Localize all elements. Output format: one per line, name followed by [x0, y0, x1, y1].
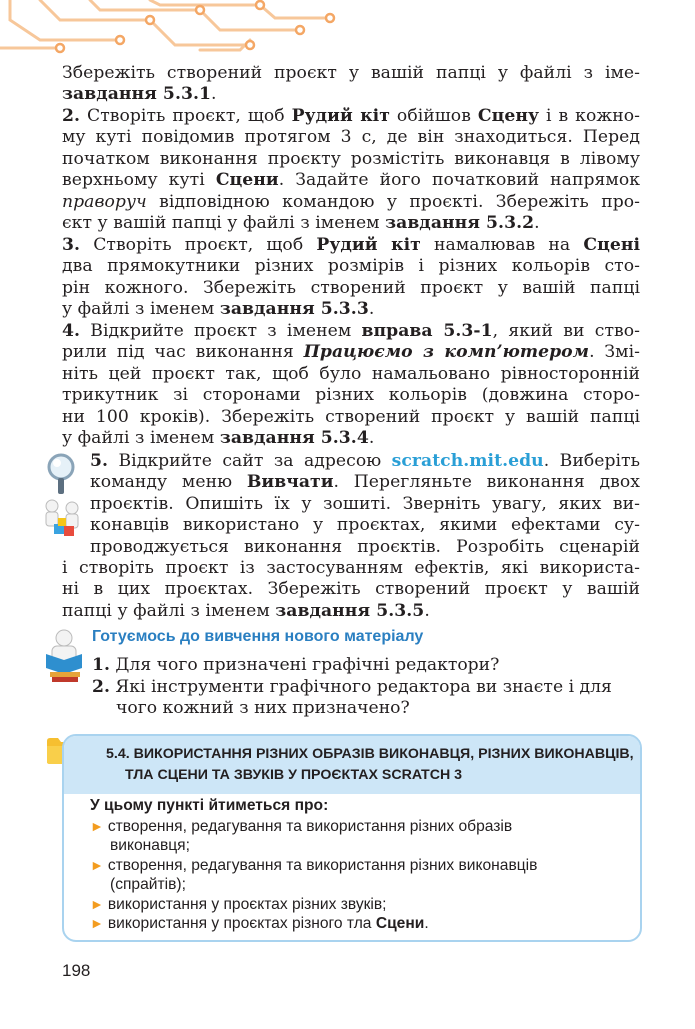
intro-paragraph: Збережіть створений проєкт у вашій папці у файлі з іме- завдання 5.3.1.: [62, 63, 640, 105]
prep-heading: Готуємось до вивчення нового матеріалу: [92, 628, 424, 645]
bullet-triangle-icon: ►: [90, 915, 104, 931]
list-item: ► створення, редагування та використання різних образів: [90, 817, 513, 835]
scratch-link[interactable]: scratch.mit.edu: [391, 451, 544, 471]
section-title: 5.4. ВИКОРИСТАННЯ РІЗНИХ ОБРАЗІВ ВИКОНАВЦЯ, РІЗНИХ ВИКОНАВЦІВ, ТЛА СЦЕНИ ТА ЗВУКІВ У ПРОЄКТАХ SCRATCH 3: [106, 746, 634, 783]
task-5: 5. Відкрийте сайт за адресою scratch.mit.edu. Виберіть команду меню Вивчати. Перегляньте виконання двох проєктів. Опишіть їх у зошиті. Зверніть увагу, яких ви- конавців використано у проєктах, якими ефектами су- проводжується виконання проєктів. Розробіть сценарій і створіть проєкт із застосуванням ефектів, які використа- ні в цих проєктах. Збережіть створений проєкт у вашій папці у файлі з іменем завдання 5.3.5.: [62, 451, 641, 621]
section-header: [64, 736, 640, 794]
list-item: ► використання у проєктах різного тла Сцени.: [90, 915, 429, 932]
bullet-triangle-icon: ►: [90, 856, 104, 873]
task-4: 4. Відкрийте проєкт з іменем вправа 5.3-1, який ви ство- рили під час виконання Працюємо з комп’ютером. Змі- ніть цей проєкт так, щоб було намальовано рівносторонній трикутник зі сторонами різних кольорів (довжина сторо- ни 100 кроків). Збережіть створений проєкт у вашій папці у файлі з іменем завдання 5.3.4.: [62, 321, 641, 449]
prep-question-1: 1. Для чого призначені графічні редактори?: [92, 655, 500, 675]
bullet-triangle-icon: ►: [90, 895, 104, 912]
bullet-triangle-icon: ►: [90, 817, 104, 834]
task-3: 3. Створіть проєкт, щоб Рудий кіт намалював на Сцені два прямокутники різних розмірів і різних кольорів сто- рін кожного. Збережіть створений проєкт у вашій папці у файлі з іменем завдання 5.3.3.: [62, 235, 641, 320]
list-item: ► створення, редагування та використання різних виконавців: [90, 856, 538, 874]
prep-question-2: 2. Які інструменти графічного редактора ви знаєте і для чого кожний з них призначено?: [92, 677, 612, 719]
task-2: 2. Створіть проєкт, щоб Рудий кіт обійшов Сцену і в кожно- му куті повідомив протягом 3 с, де він знаходиться. Перед початком виконання проєкту розмістіть виконавця в лівому верхньому куті Сцени. Задайте його початковий напрямок праворуч відповідною командою у проєкті. Збережіть про- єкт у вашій папці у файлі з іменем завдання 5.3.2.: [62, 106, 641, 234]
section-intro: У цьому пункті йтиметься про:: [90, 797, 329, 814]
list-item: ► використання у проєктах різних звуків;: [90, 895, 387, 913]
circuit-decoration: [0, 0, 340, 58]
reading-student-icon: [42, 628, 88, 684]
section-summary-box: [62, 734, 642, 942]
page-number: 198: [62, 961, 91, 980]
section-body: У цьому пункті йтиметься про: ► створення, редагування та використання різних образів виконавця; ► створення, редагування та використання різних виконавців (спрайтів); ► використання у проєктах різних звуків; ► використання у проєктах різного тла Сцени.: [90, 796, 630, 934]
